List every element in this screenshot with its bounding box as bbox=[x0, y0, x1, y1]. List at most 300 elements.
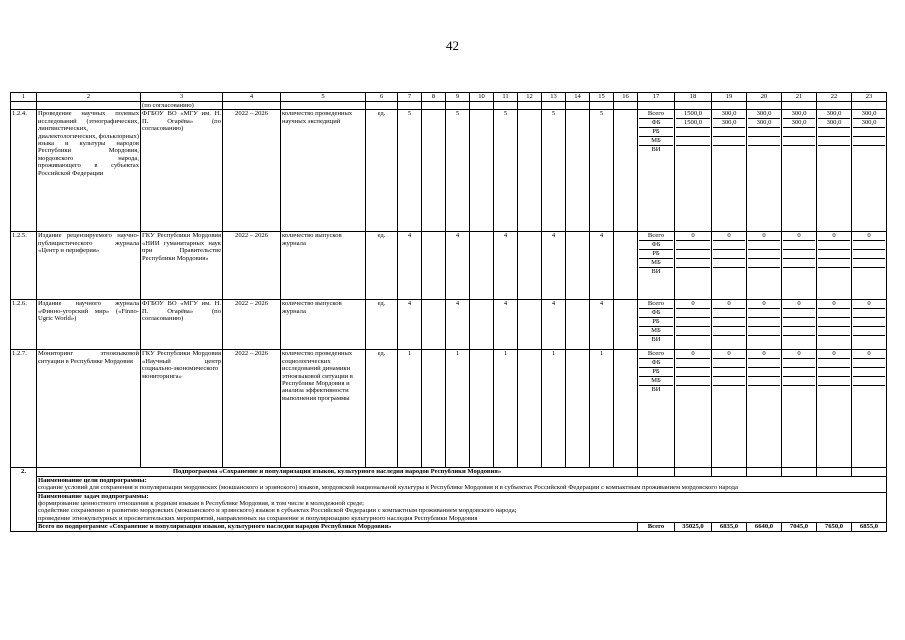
activity-period: 2022 – 2026 bbox=[223, 350, 281, 468]
empty-cell bbox=[782, 468, 817, 476]
indicator-value: 4 bbox=[542, 232, 566, 300]
funding-value-cell bbox=[852, 232, 887, 300]
indicator-value: 4 bbox=[542, 300, 566, 350]
funding-value bbox=[676, 128, 710, 137]
empty-cell bbox=[566, 350, 590, 468]
empty-cell bbox=[518, 102, 542, 110]
funding-value-cell bbox=[747, 232, 782, 300]
total-value: 6640,0 bbox=[747, 523, 782, 531]
activity-number: 1.2.4. bbox=[11, 110, 37, 232]
funding-value bbox=[783, 368, 815, 377]
funding-value-cell bbox=[852, 350, 887, 468]
activity-executor: ФГБОУ ВО «МГУ им. Н. П. Огарёва» (по согласованию) bbox=[141, 110, 223, 232]
funding-source: ФБ bbox=[639, 241, 673, 250]
funding-value: 0 bbox=[748, 232, 780, 241]
funding-value bbox=[853, 128, 885, 137]
funding-value-cell bbox=[675, 300, 712, 350]
total-label: Всего по подпрограмме «Сохранение и популяризация языков, культурного наследия народов Республики Мордовия» bbox=[37, 523, 638, 531]
activity-name: Проведение научных полевых исследований (этнографических, лингвистических, диалектологических, фольклорных) языка и культуры народов Республики Мордовия, мордовского народа, проживающего в субъектах Российской Федерации bbox=[37, 110, 141, 232]
funding-source-cell bbox=[638, 300, 675, 350]
funding-source: МБ bbox=[639, 377, 673, 386]
funding-source-cell bbox=[638, 110, 675, 232]
funding-value: 300,0 bbox=[853, 110, 885, 119]
funding-source: ВИ bbox=[651, 336, 661, 344]
funding-value-cell bbox=[852, 110, 887, 232]
task-item: содействие сохранению и развитию мордовских (мокшанского и эрзянского) языков в субъектах Российской Федерации с компактным проживанием мордовского народа; bbox=[38, 507, 517, 515]
funding-value bbox=[818, 309, 850, 318]
funding-value-cell bbox=[817, 110, 852, 232]
funding-source: РБ bbox=[639, 368, 673, 377]
funding-value bbox=[818, 336, 850, 345]
empty-cell bbox=[446, 102, 470, 110]
column-number: 2 bbox=[37, 93, 141, 102]
funding-value bbox=[713, 146, 745, 155]
funding-value bbox=[748, 368, 780, 377]
funding-value bbox=[853, 137, 885, 146]
funding-value bbox=[783, 146, 815, 155]
indicator-value: 4 bbox=[446, 232, 470, 300]
subprogram-tasks bbox=[37, 492, 887, 523]
empty-cell bbox=[566, 232, 590, 300]
funding-value: 0 bbox=[748, 350, 780, 359]
funding-value: 300,0 bbox=[713, 110, 745, 119]
empty-cell bbox=[223, 102, 281, 110]
indicator-value: 4 bbox=[590, 232, 614, 300]
funding-value bbox=[853, 241, 885, 250]
funding-value-cell bbox=[675, 110, 712, 232]
funding-source: РБ bbox=[639, 250, 673, 259]
activity-indicator: количество проведенных социологических исследований динамики этноязыковой ситуации в Республике Мордовия и анализа эффективности выполнения программы bbox=[281, 350, 366, 468]
empty-cell bbox=[11, 102, 37, 110]
empty-cell bbox=[366, 102, 398, 110]
funding-value: 300,0 bbox=[783, 119, 815, 128]
funding-value bbox=[748, 259, 780, 268]
subprogram-tasks-row bbox=[11, 492, 887, 523]
funding-value-cell bbox=[675, 350, 712, 468]
funding-value bbox=[748, 137, 780, 146]
funding-value: 0 bbox=[713, 232, 745, 241]
activity-executor: ГКУ Республики Мордовия «Научный центр социально-экономического мониторинга» bbox=[141, 350, 223, 468]
empty-cell bbox=[470, 300, 494, 350]
empty-cell bbox=[638, 102, 675, 110]
empty-cell bbox=[852, 102, 887, 110]
funding-value: 1500,0 bbox=[676, 119, 710, 128]
column-number: 1 bbox=[11, 93, 37, 102]
activity-unit: ед. bbox=[366, 110, 398, 232]
funding-value bbox=[676, 318, 710, 327]
funding-value: 0 bbox=[783, 300, 815, 309]
funding-value-cell bbox=[817, 300, 852, 350]
funding-value-cell bbox=[712, 110, 747, 232]
tasks-heading: Наименование задач подпрограммы: bbox=[38, 492, 149, 500]
task-item: формирование ценностного отношения к родным языкам в Республике Мордовия, в том числе в молодежной среде; bbox=[38, 500, 365, 508]
column-number: 13 bbox=[542, 93, 566, 102]
funding-value-cell bbox=[817, 350, 852, 468]
funding-value bbox=[783, 250, 815, 259]
indicator-value: 1 bbox=[494, 350, 518, 468]
funding-value bbox=[853, 386, 885, 395]
empty-cell bbox=[518, 110, 542, 232]
funding-value bbox=[676, 377, 710, 386]
activity-row bbox=[11, 110, 887, 232]
funding-value bbox=[783, 318, 815, 327]
empty-cell bbox=[518, 232, 542, 300]
funding-source: Всего bbox=[639, 110, 673, 119]
funding-value bbox=[676, 386, 710, 395]
empty-cell bbox=[422, 232, 446, 300]
column-number: 16 bbox=[614, 93, 638, 102]
funding-source: ВИ bbox=[651, 146, 661, 154]
activity-executor: ФГБОУ ВО «МГУ им. Н. П. Огарёва» (по согласованию) bbox=[141, 300, 223, 350]
funding-value bbox=[818, 318, 850, 327]
funding-value bbox=[818, 241, 850, 250]
empty-cell bbox=[470, 102, 494, 110]
empty-cell bbox=[494, 102, 518, 110]
column-number: 14 bbox=[566, 93, 590, 102]
activity-period: 2022 – 2026 bbox=[223, 300, 281, 350]
empty-cell bbox=[614, 350, 638, 468]
column-number: 3 bbox=[141, 93, 223, 102]
funding-value bbox=[748, 336, 780, 345]
funding-value-cell bbox=[747, 110, 782, 232]
subprogram-goal bbox=[37, 476, 887, 492]
funding-value: 0 bbox=[676, 350, 710, 359]
activity-row bbox=[11, 300, 887, 350]
empty-cell bbox=[614, 232, 638, 300]
empty-cell bbox=[614, 102, 638, 110]
indicator-value: 5 bbox=[494, 110, 518, 232]
indicator-value: 4 bbox=[446, 300, 470, 350]
column-number: 15 bbox=[590, 93, 614, 102]
column-number: 20 bbox=[747, 93, 782, 102]
empty-cell bbox=[638, 468, 675, 476]
funding-source: Всего bbox=[639, 232, 673, 241]
funding-value bbox=[713, 377, 745, 386]
goal-text: создание условий для сохранения и популяризации мордовских (мокшанского и эрзянского) языков, мордовской национальной культуры в Республике Мордовия и в субъектах Российской Федерации с компактным проживанием мордовского народа bbox=[38, 484, 738, 492]
funding-value bbox=[783, 359, 815, 368]
subprogram-number: 2. bbox=[11, 468, 37, 531]
funding-value bbox=[676, 137, 710, 146]
subprogram-goal-row bbox=[11, 476, 887, 492]
empty-cell bbox=[566, 110, 590, 232]
empty-cell bbox=[518, 350, 542, 468]
activity-name: Издание рецензируемого научно-публицистического журнала «Центр и периферия» bbox=[37, 232, 141, 300]
empty-cell bbox=[675, 468, 712, 476]
indicator-value: 1 bbox=[542, 350, 566, 468]
funding-value bbox=[853, 377, 885, 386]
column-number: 19 bbox=[712, 93, 747, 102]
column-number: 9 bbox=[446, 93, 470, 102]
funding-value bbox=[783, 259, 815, 268]
funding-value bbox=[713, 309, 745, 318]
activity-indicator: количество проведенных научных экспедиций bbox=[281, 110, 366, 232]
funding-value bbox=[853, 259, 885, 268]
funding-value bbox=[748, 146, 780, 155]
activity-name: Издание научного журнала «Финно-угорский мир» («Finno-Ugric World») bbox=[37, 300, 141, 350]
executor-continuation: (по согласованию) bbox=[141, 102, 223, 110]
total-value: 7650,0 bbox=[817, 523, 852, 531]
column-number: 7 bbox=[398, 93, 422, 102]
funding-value bbox=[783, 268, 815, 277]
funding-value: 300,0 bbox=[783, 110, 815, 119]
funding-source: Всего bbox=[639, 350, 673, 359]
funding-value: 300,0 bbox=[748, 110, 780, 119]
funding-value bbox=[713, 359, 745, 368]
indicator-value: 1 bbox=[446, 350, 470, 468]
activity-unit: ед. bbox=[366, 300, 398, 350]
funding-value-cell bbox=[852, 300, 887, 350]
column-number: 4 bbox=[223, 93, 281, 102]
funding-value: 0 bbox=[713, 300, 745, 309]
funding-value: 0 bbox=[853, 350, 885, 359]
funding-value: 300,0 bbox=[713, 119, 745, 128]
funding-value bbox=[748, 250, 780, 259]
indicator-value: 5 bbox=[542, 110, 566, 232]
funding-value: 1500,0 bbox=[676, 110, 710, 119]
funding-value-cell bbox=[782, 110, 817, 232]
funding-source: ВИ bbox=[651, 386, 661, 394]
funding-value bbox=[853, 318, 885, 327]
funding-value bbox=[713, 327, 745, 336]
total-value: 6855,0 bbox=[852, 523, 887, 531]
program-table bbox=[10, 92, 887, 532]
funding-value bbox=[783, 309, 815, 318]
column-number: 5 bbox=[281, 93, 366, 102]
funding-value bbox=[783, 336, 815, 345]
empty-cell bbox=[712, 102, 747, 110]
empty-cell bbox=[281, 102, 366, 110]
column-number: 21 bbox=[782, 93, 817, 102]
funding-value bbox=[818, 359, 850, 368]
funding-value bbox=[748, 327, 780, 336]
empty-cell bbox=[37, 102, 141, 110]
column-number: 18 bbox=[675, 93, 712, 102]
funding-value bbox=[783, 241, 815, 250]
funding-value-cell bbox=[817, 232, 852, 300]
funding-value bbox=[818, 128, 850, 137]
empty-cell bbox=[747, 102, 782, 110]
indicator-value: 4 bbox=[398, 300, 422, 350]
funding-value bbox=[818, 386, 850, 395]
activity-number: 1.2.5. bbox=[11, 232, 37, 300]
funding-value bbox=[748, 359, 780, 368]
funding-value-cell bbox=[675, 232, 712, 300]
funding-value bbox=[783, 137, 815, 146]
funding-value bbox=[818, 377, 850, 386]
funding-source: РБ bbox=[639, 318, 673, 327]
empty-cell bbox=[422, 350, 446, 468]
funding-value bbox=[748, 318, 780, 327]
goal-heading: Наименование цели подпрограммы: bbox=[38, 476, 147, 484]
funding-value bbox=[676, 327, 710, 336]
funding-source: МБ bbox=[639, 327, 673, 336]
funding-value: 300,0 bbox=[748, 119, 780, 128]
funding-value: 0 bbox=[676, 232, 710, 241]
funding-value-cell bbox=[782, 300, 817, 350]
funding-value bbox=[713, 259, 745, 268]
funding-value bbox=[713, 368, 745, 377]
subprogram-row bbox=[11, 468, 887, 476]
subprogram-total-row bbox=[11, 523, 887, 531]
funding-value bbox=[748, 128, 780, 137]
total-source: Всего bbox=[638, 523, 675, 531]
funding-value bbox=[713, 250, 745, 259]
activity-row bbox=[11, 350, 887, 468]
funding-value: 300,0 bbox=[853, 119, 885, 128]
funding-source: РБ bbox=[639, 128, 673, 137]
empty-cell bbox=[852, 468, 887, 476]
funding-value bbox=[818, 327, 850, 336]
funding-value bbox=[748, 309, 780, 318]
funding-value-cell bbox=[782, 232, 817, 300]
funding-value bbox=[676, 368, 710, 377]
indicator-value: 4 bbox=[590, 300, 614, 350]
funding-value bbox=[818, 250, 850, 259]
funding-value: 300,0 bbox=[818, 119, 850, 128]
funding-value bbox=[713, 336, 745, 345]
funding-value: 300,0 bbox=[818, 110, 850, 119]
funding-value bbox=[818, 137, 850, 146]
empty-cell bbox=[614, 300, 638, 350]
funding-value-cell bbox=[747, 300, 782, 350]
empty-cell bbox=[398, 102, 422, 110]
funding-value bbox=[818, 268, 850, 277]
page-number: 42 bbox=[446, 38, 459, 53]
column-number: 11 bbox=[494, 93, 518, 102]
total-value: 7045,0 bbox=[782, 523, 817, 531]
funding-value bbox=[853, 359, 885, 368]
funding-value bbox=[853, 327, 885, 336]
activity-executor: ГКУ Республики Мордовия «НИИ гуманитарных наук при Правительстве Республики Мордовия» bbox=[141, 232, 223, 300]
funding-value: 0 bbox=[853, 232, 885, 241]
total-value: 35025,0 bbox=[675, 523, 712, 531]
funding-value: 0 bbox=[818, 300, 850, 309]
funding-value bbox=[676, 336, 710, 345]
funding-value bbox=[748, 241, 780, 250]
funding-value bbox=[783, 128, 815, 137]
column-number: 22 bbox=[817, 93, 852, 102]
empty-cell bbox=[817, 102, 852, 110]
funding-value bbox=[853, 250, 885, 259]
column-number: 23 bbox=[852, 93, 887, 102]
indicator-value: 4 bbox=[494, 232, 518, 300]
funding-source: ФБ bbox=[639, 119, 673, 128]
activity-number: 1.2.6. bbox=[11, 300, 37, 350]
funding-value bbox=[748, 377, 780, 386]
empty-cell bbox=[422, 102, 446, 110]
indicator-value: 4 bbox=[398, 232, 422, 300]
funding-value-cell bbox=[712, 232, 747, 300]
funding-value bbox=[713, 386, 745, 395]
empty-cell bbox=[470, 110, 494, 232]
empty-cell bbox=[712, 468, 747, 476]
funding-value bbox=[713, 241, 745, 250]
activity-row bbox=[11, 232, 887, 300]
empty-cell bbox=[614, 110, 638, 232]
column-number-row bbox=[11, 93, 887, 102]
activity-period: 2022 – 2026 bbox=[223, 232, 281, 300]
funding-value bbox=[713, 268, 745, 277]
funding-value: 0 bbox=[853, 300, 885, 309]
funding-value bbox=[853, 146, 885, 155]
funding-value-cell bbox=[712, 300, 747, 350]
funding-value bbox=[818, 368, 850, 377]
column-number: 12 bbox=[518, 93, 542, 102]
funding-value bbox=[783, 386, 815, 395]
empty-cell bbox=[542, 102, 566, 110]
funding-value bbox=[748, 386, 780, 395]
funding-value bbox=[818, 146, 850, 155]
empty-cell bbox=[817, 468, 852, 476]
continuation-row bbox=[11, 102, 887, 110]
activity-period: 2022 – 2026 bbox=[223, 110, 281, 232]
empty-cell bbox=[590, 102, 614, 110]
empty-cell bbox=[518, 300, 542, 350]
funding-value: 0 bbox=[818, 350, 850, 359]
activity-unit: ед. bbox=[366, 350, 398, 468]
subprogram-title: Подпрограмма «Сохранение и популяризация языков, культурного наследия народов Республики Мордовия» bbox=[37, 468, 638, 476]
empty-cell bbox=[470, 350, 494, 468]
funding-value bbox=[713, 137, 745, 146]
empty-cell bbox=[747, 468, 782, 476]
funding-value: 0 bbox=[676, 300, 710, 309]
column-number: 10 bbox=[470, 93, 494, 102]
empty-cell bbox=[675, 102, 712, 110]
funding-value bbox=[818, 259, 850, 268]
total-value: 6835,0 bbox=[712, 523, 747, 531]
activity-unit: ед. bbox=[366, 232, 398, 300]
funding-value bbox=[676, 309, 710, 318]
funding-value bbox=[853, 336, 885, 345]
funding-source: МБ bbox=[639, 259, 673, 268]
column-number: 17 bbox=[638, 93, 675, 102]
funding-value bbox=[676, 241, 710, 250]
activity-number: 1.2.7. bbox=[11, 350, 37, 468]
empty-cell bbox=[566, 102, 590, 110]
indicator-value: 1 bbox=[590, 350, 614, 468]
indicator-value: 1 bbox=[398, 350, 422, 468]
empty-cell bbox=[566, 300, 590, 350]
indicator-value: 5 bbox=[590, 110, 614, 232]
funding-value bbox=[853, 368, 885, 377]
indicator-value: 5 bbox=[398, 110, 422, 232]
funding-source-cell bbox=[638, 350, 675, 468]
funding-value bbox=[713, 318, 745, 327]
column-number: 6 bbox=[366, 93, 398, 102]
funding-value: 0 bbox=[818, 232, 850, 241]
funding-value-cell bbox=[782, 350, 817, 468]
indicator-value: 4 bbox=[494, 300, 518, 350]
funding-source: Всего bbox=[639, 300, 673, 309]
funding-value-cell bbox=[712, 350, 747, 468]
activity-name: Мониторинг этноязыковой ситуации в Республике Мордовия bbox=[37, 350, 141, 468]
funding-value: 0 bbox=[783, 350, 815, 359]
funding-value-cell bbox=[747, 350, 782, 468]
funding-source: МБ bbox=[639, 137, 673, 146]
funding-value bbox=[676, 250, 710, 259]
funding-value bbox=[676, 268, 710, 277]
funding-source: ФБ bbox=[639, 359, 673, 368]
task-item: проведение этнокультурных и просветительских мероприятий, направленных на сохранение и популяризацию культурного наследия Республики Мордовия bbox=[38, 514, 478, 522]
funding-value bbox=[783, 327, 815, 336]
funding-value bbox=[676, 146, 710, 155]
funding-value bbox=[783, 377, 815, 386]
empty-cell bbox=[422, 300, 446, 350]
empty-cell bbox=[470, 232, 494, 300]
funding-value: 0 bbox=[713, 350, 745, 359]
funding-value bbox=[748, 268, 780, 277]
funding-value bbox=[713, 128, 745, 137]
